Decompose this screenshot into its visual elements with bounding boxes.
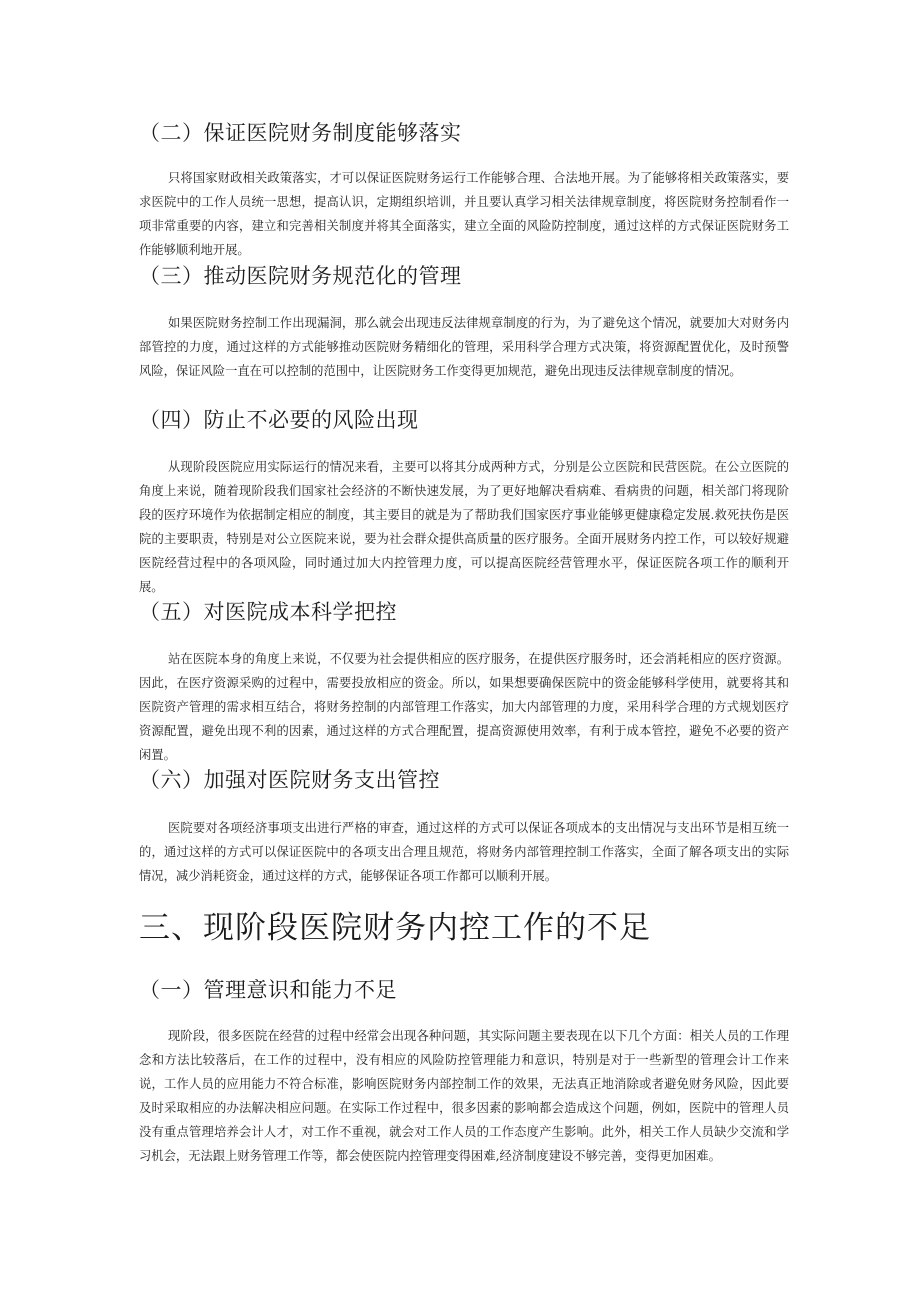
section-paragraph-5: 站在医院本身的角度上来说，不仅要为社会提供相应的医疗服务，在提供医疗服务时，还会消耗相应的医疗资源。因此，在医疗资源采购的过程中，需要投放相应的资金。所以，如果想要确保医院中的资金能够科学使用，就要将其和医院资产管理的需求相互结合，将财务控制的内部管理工作落实，加大内部管理的力度，采用科学合理的方式规划医疗资源配置，避免出现不利的因素，通过这样的方式合理配置，提高资源使用效率，有利于成本管控，避免不必要的资产闲置。 xyxy=(139,652,789,762)
section-heading-5: （五）对医院成本科学把控 xyxy=(139,600,397,624)
chapter-heading: 三、现阶段医院财务内控工作的不足 xyxy=(139,910,651,946)
section-heading-3: （三）推动医院财务规范化的管理 xyxy=(139,264,462,288)
section-heading-4: （四）防止不必要的风险出现 xyxy=(139,408,419,432)
subsection-paragraph-1: 现阶段，很多医院在经营的过程中经常会出现各种问题，其实际问题主要表现在以下几个方面：相关人员的工作理念和方法比较落后，在工作的过程中，没有相应的风险防控管理能力和意识，特别是对于一些新型的管理会计工作来说，工作人员的应用能力不符合标准，影响医院财务内部控制工作的效果，无法真正地消除或者避免财务风险，因此要及时采取相应的办法解决相应问题。在实际工作过程中，很多因素的影响都会造成这个问题，例如，医院中的管理人员没有重点管理培养会计人才，对工作不重视，就会对工作人员的工作态度产生影响。此外，相关工作人员缺少交流和学习机会，无法跟上财务管理工作等，都会使医院内控管理变得困难,经济制度建设不够完善，变得更加困难。 xyxy=(139,1029,789,1163)
section-heading-2: （二）保证医院财务制度能够落实 xyxy=(139,121,462,145)
section-heading-6: （六）加强对医院财务支出管控 xyxy=(139,768,440,792)
section-paragraph-6: 医院要对各项经济事项支出进行严格的审查，通过这样的方式可以保证各项成本的支出情况与支出环节是相互统一的，通过这样的方式可以保证医院中的各项支出合理且规范，将财务内部管理控制工作落实，全面了解各项支出的实际情况，减少消耗资金，通过这样的方式，能够保证各项工作都可以顺利开展。 xyxy=(139,821,789,883)
section-paragraph-2: 只将国家财政相关政策落实，才可以保证医院财务运行工作能够合理、合法地开展。为了能够将相关政策落实，要求医院中的工作人员统一思想，提高认识，定期组织培训，并且要认真学习相关法律规章制度，将医院财务控制看作一项非常重要的内容，建立和完善相关制度并将其全面落实，建立全面的风险防控制度，通过这样的方式保证医院财务工作能够顺利地开展。 xyxy=(139,171,789,257)
section-paragraph-3: 如果医院财务控制工作出现漏洞，那么就会出现违反法律规章制度的行为，为了避免这个情况，就要加大对财务内部管控的力度，通过这样的方式能够推动医院财务精细化的管理，采用科学合理方式决策，将资源配置优化，及时预警风险，保证风险一直在可以控制的范围中，让医院财务工作变得更加规范，避免出现违反法律规章制度的情况。 xyxy=(139,316,789,378)
section-paragraph-4: 从现阶段医院应用实际运行的情况来看，主要可以将其分成两种方式，分别是公立医院和民营医院。在公立医院的角度上来说，随着现阶段我们国家社会经济的不断快速发展，为了更好地解决看病难、看病贵的问题，相关部门将现阶段的医疗环境作为依据制定相应的制度，其主要目的就是为了帮助我们国家医疗事业能够更健康稳定发展.救死扶伤是医院的主要职责，特别是对公立医院来说，要为社会群众提供高质量的医疗服务。全面开展财务内控工作，可以较好规避医院经营过程中的各项风险，同时通过加大内控管理力度，可以提高医院经营管理水平，保证医院各项工作的顺利开展。 xyxy=(139,460,789,594)
subsection-heading-1: （一）管理意识和能力不足 xyxy=(139,978,397,1002)
